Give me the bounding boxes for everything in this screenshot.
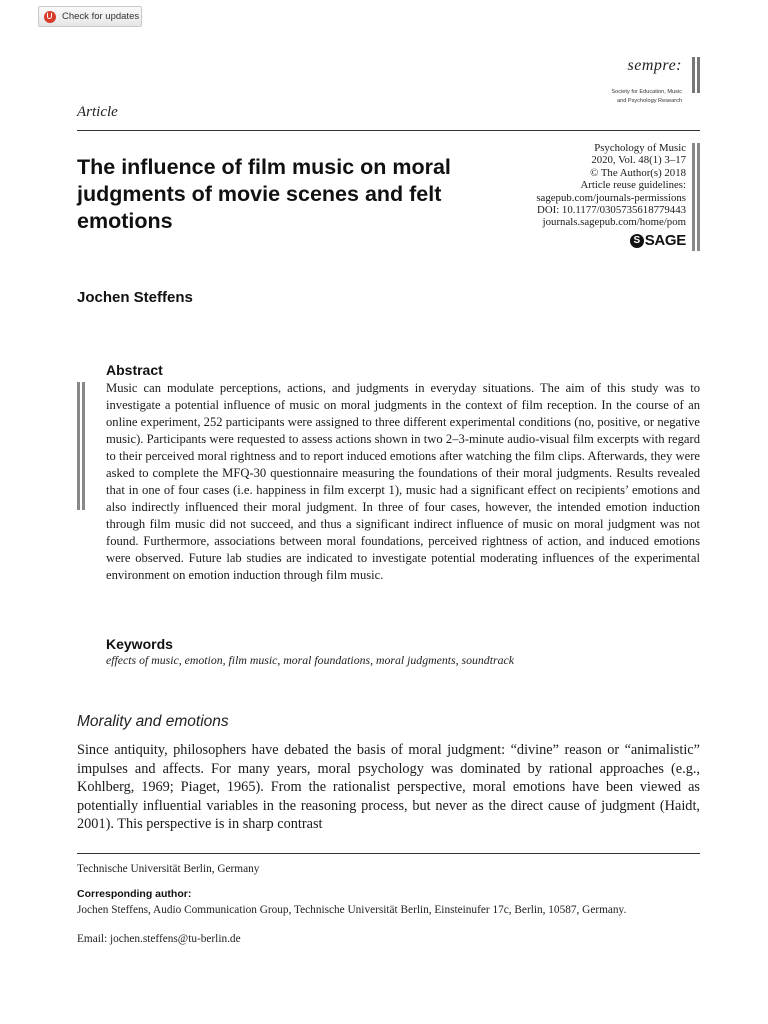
society-subtitle-line1: Society for Education, Music — [611, 89, 682, 95]
abstract-bars-icon — [77, 382, 85, 510]
sage-logo — [630, 232, 686, 249]
check-for-updates-label: Check for updates — [62, 11, 140, 22]
publisher-name: SAGE — [644, 232, 686, 249]
sage-mark-icon: S — [630, 234, 644, 248]
journal-info — [536, 142, 686, 229]
section-title: Morality and emotions — [77, 713, 229, 730]
keywords-text: effects of music, emotion, film music, moral foundations, moral judgments, soundtrack — [106, 653, 514, 667]
abstract-text: Music can modulate perceptions, actions, and judgments in everyday situations. The aim of this study was to investigate a potential influence of music on moral judgments in the context of film reception. In the course of an online experiment, 252 participants were assigned to three different experimental conditions (no, positive, or negative music). Participants were requested to assess actions shown in two 2–3-minute audio-visual film excerpts with regard to their perceived moral rightness and to report induced emotions after watching the film clips. Afterwards, they were asked to complete the MFQ-30 questionnaire measuring the foundations of their moral judgments. Results revealed that in one of four cases (i.e. happiness in film excerpt 1), music had a significant effect on recipients’ emotions and also indirectly influenced their moral judgment. In three of four cases, however, the intended emotion induction through film music did not succeed, and thus a significant indirect influence of music on moral judgment was not found. Furthermore, associations between moral foundations, perceived rightness of action, and induced emotions were observed. Future lab studies are indicated to investigate potential moderating influences of the experimental environment on emotion induction through film music. — [106, 381, 700, 582]
keywords-heading: Keywords — [106, 636, 173, 652]
corresponding-author-email[interactable]: Email: jochen.steffens@tu-berlin.de — [77, 933, 241, 945]
section-body: Since antiquity, philosophers have debated the basis of moral judgment: “divine” reason or “animalistic” impulses and affects. For many years, moral psychology was dominated by rational approaches (e.g., Kohlberg, 1969; Piaget, 1965). From the rationalist perspective, moral emotions have been viewed as potentially influential variables in the reasoning process, but never as the direct cause of judgment (Haidt, 2001). This perspective is in sharp contrast — [77, 742, 700, 832]
sempre-bars-icon — [692, 57, 700, 93]
footnote-rule — [77, 853, 700, 854]
abstract-heading: Abstract — [106, 362, 163, 378]
reuse-guidelines-link[interactable]: sagepub.com/journals-permissions — [536, 191, 686, 204]
journal-name: Psychology of Music — [594, 142, 686, 154]
author-name: Jochen Steffens — [77, 289, 193, 306]
society-subtitle — [611, 88, 682, 106]
article-type: Article — [77, 104, 118, 120]
corresponding-author-heading: Corresponding author: — [77, 888, 192, 900]
sempre-logo — [611, 57, 700, 110]
journal-bars-icon — [692, 143, 700, 251]
check-for-updates-button[interactable] — [38, 6, 142, 27]
journal-volume: 2020, Vol. 48(1) 3–17 — [591, 154, 686, 167]
journal-homepage-link[interactable]: journals.sagepub.com/home/pom — [542, 216, 686, 229]
affiliation: Technische Universität Berlin, Germany — [77, 863, 260, 875]
corresponding-author-address: Jochen Steffens, Audio Communication Group, Technische Universität Berlin, Einsteinufer 17c, Berlin, 10587, Germany. — [77, 904, 627, 916]
society-name: sempre: — [627, 57, 682, 74]
header-rule — [77, 130, 700, 131]
reuse-guidelines-label: Article reuse guidelines: — [580, 179, 686, 192]
society-subtitle-line2: and Psychology Research — [617, 98, 682, 104]
journal-copyright: © The Author(s) 2018 — [590, 166, 686, 179]
article-title: The influence of film music on moral judgments of movie scenes and felt emotions — [77, 155, 451, 233]
crossmark-icon — [44, 11, 56, 23]
doi-link[interactable]: DOI: 10.1177/0305735618779443 — [537, 204, 686, 217]
